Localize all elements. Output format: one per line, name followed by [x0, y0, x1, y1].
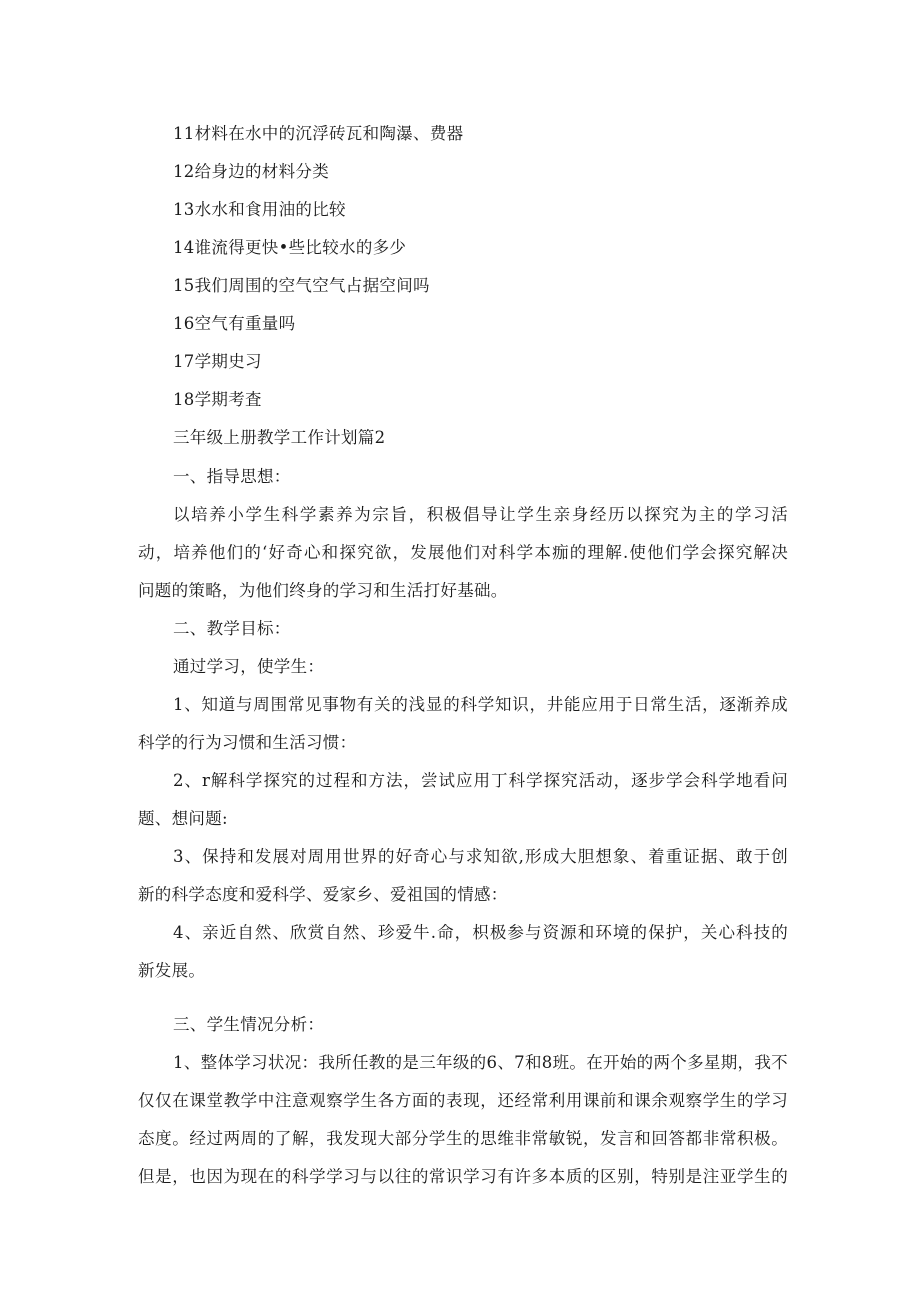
guiding-paragraph-line: 动，培养他们的‘好奇心和探究欲，发展他们对科学本痂的理解.使他们学会探究解决 [138, 543, 788, 562]
analysis-paragraph-line: 仅仅在课堂教学中注意观察学生各方面的表现，还经常利用课前和课余观察学生的学习 [138, 1091, 788, 1110]
guiding-paragraph-line: 问题的策略，为他们终身的学习和生活打好基础。 [138, 581, 508, 600]
analysis-paragraph-line: 1、整体学习状况：我所任教的是三年级的6、7和8班。在开始的两个多星期，我不 [173, 1053, 788, 1072]
lesson-item: 11材料在水中的沉浮砖瓦和陶瀑、费器 [173, 124, 464, 143]
analysis-heading: 三、学生情况分析： [173, 1015, 325, 1034]
guiding-heading: 一、指导思想： [173, 467, 291, 486]
lesson-item: 14谁流得更快•些比较水的多少 [173, 238, 407, 257]
goal-item-line: 1、知道与周围常见事物有关的浅显的科学知识，井能应用于日常生活，逐渐养成 [173, 695, 788, 714]
goal-item-line: 2、r解科学探究的过程和方法，尝试应用丁科学探究活动，逐步学会科学地看问 [173, 771, 788, 790]
section-title: 三年级上册教学工作计划篇2 [173, 428, 386, 447]
analysis-paragraph-line: 但是，也因为现在的科学学习与以往的常识学习有许多本质的区别，特别是注亚学生的 [138, 1167, 788, 1186]
lesson-item: 18学期考査 [173, 390, 262, 409]
lesson-item: 16空气有重量吗 [173, 314, 296, 333]
goals-heading: 二、教学目标： [173, 619, 291, 638]
goal-item-line: 3、保持和发展对周用世界的好奇心与求知欲,形成大胆想象、着重证据、敢于创 [173, 847, 788, 866]
analysis-paragraph-line: 态度。经过两周的了解，我发现大部分学生的思维非常敏锐，发言和回答都非常积极。 [138, 1129, 788, 1148]
goal-item-line: 新发展。 [138, 961, 206, 980]
lesson-item: 15我们周围的空气空气占据空间吗 [173, 276, 430, 295]
goal-item-line: 题、想问题: [138, 809, 228, 828]
goals-intro: 通过学习，使学生： [173, 657, 325, 676]
goal-item-line: 科学的行为习惯和生活习惯： [138, 733, 357, 752]
lesson-item: 13水水和食用油的比较 [173, 200, 346, 219]
goal-item-line: 新的科学态度和爱科学、爱家乡、爱祖国的情感： [138, 885, 508, 904]
lesson-item: 17学期史习 [173, 352, 262, 371]
guiding-paragraph-line: 以培养小学生科学素养为宗旨，积极倡导让学生亲身经历以探究为主的学习活 [173, 505, 788, 524]
lesson-item: 12给身边的材料分类 [173, 162, 329, 181]
goal-item-line: 4、亲近自然、欣赏自然、珍爱牛.命，枳极参与资源和环境的保护，关心科技的 [173, 923, 788, 942]
